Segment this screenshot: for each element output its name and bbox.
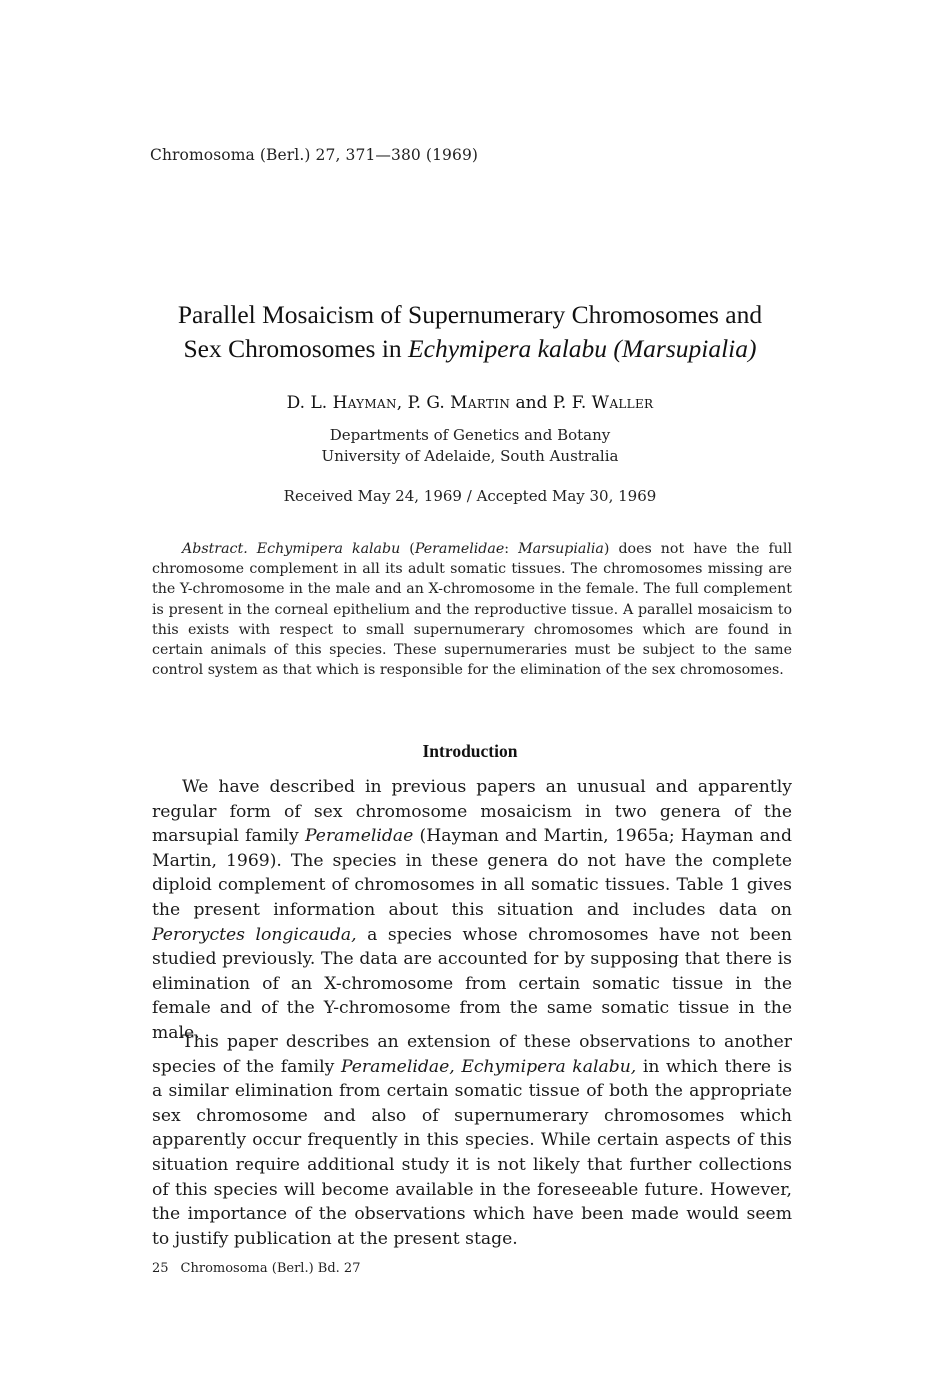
paragraph-italic: Peramelidae, Echymipera kalabu, (340, 1056, 637, 1077)
received-dates: Received May 24, 1969 / Accepted May 30, 1969 (283, 487, 657, 505)
abstract-species: Echymipera kalabu (256, 541, 401, 557)
page-footer (152, 1261, 360, 1276)
abstract-order: Marsupialia (518, 541, 604, 557)
affiliation-line-1: Departments of Genetics and Botany (329, 426, 611, 444)
body-paragraph (152, 1030, 792, 1251)
footer-page-number: 25 (152, 1261, 169, 1276)
author-2-surname: Martin (450, 393, 511, 413)
paragraph-italic: Peroryctes longicauda, (152, 924, 357, 945)
author-separator: , (396, 393, 408, 413)
abstract-paren: ( (400, 541, 415, 557)
author-3-surname: Waller (591, 393, 654, 413)
abstract (152, 539, 792, 680)
footer-journal: Chromosoma (Berl.) Bd. 27 (180, 1261, 361, 1276)
paper-title (120, 298, 820, 366)
abstract-colon: : (504, 541, 519, 557)
abstract-family: Peramelidae (414, 541, 505, 557)
paragraph-italic: Peramelidae (305, 826, 414, 847)
abstract-label: Abstract. (182, 541, 248, 557)
title-text: Sex Chromosomes in (183, 334, 409, 363)
author-separator-and: and (510, 393, 553, 413)
abstract-text: ) does not have the full chromosome complement in all its adult somatic tissues. The chromosomes missing are the Y-chromosome in the male and an X-chromosome in the female. The full complement is present in the corneal epithelium and the reproductive tissue. A parallel mosaicism to this exists with respect to small supernumerary chromosomes which are found in certain animals of this species. These supernumeraries must be subject to the same control system as that which is responsible for the elimination of the sex chromosomes. (152, 541, 792, 679)
author-list (120, 393, 820, 413)
journal-citation: Chromosoma (Berl.) 27, 371—380 (1969) (150, 146, 479, 164)
title-line-2 (120, 332, 820, 366)
paragraph-text: This paper describes an extension of these observations to another species of the family (152, 1032, 792, 1077)
affiliation-line-2: University of Adelaide, South Australia (321, 447, 619, 465)
section-heading-introduction: Introduction (422, 741, 518, 761)
paragraph-text: (Hayman and Martin, 1965a; Hayman and Martin, 1969). The species in these genera do not have the complete diploid complement of chromosomes in all somatic tissues. Table 1 gives the present information about this situation and includes data on (152, 826, 792, 920)
author-3-initials: P. F. (552, 393, 592, 413)
title-group: (Marsupialia) (613, 334, 757, 363)
author-1-surname: Hayman (332, 393, 397, 413)
paragraph-text: in which there is a similar elimination from certain somatic tissue of both the appropriate sex chromosome and also of supernumerary chromosomes which apparently occur frequently in this species. While certain aspects of this situation require additional study it is not likely that further collections of this species will become available in the foreseeable future. However, the importance of the observations which have been made would seem to justify publication at the present stage. (152, 1056, 793, 1249)
paragraph-text: a species whose chromosomes have not been studied previously. The data are accounted for by supposing that there is elimination of an X-chromosome from certain somatic tissue in the female and of the Y-chromosome from the same somatic tissue in the male. (152, 924, 792, 1043)
author-2-initials: P. G. (407, 393, 451, 413)
title-line-1: Parallel Mosaicism of Supernumerary Chromosomes and (177, 300, 763, 329)
title-species: Echymipera kalabu (408, 334, 608, 363)
body-paragraph (152, 775, 792, 1046)
paragraph-text: We have described in previous papers an unusual and apparently regular form of sex chromosome mosaicism in two genera of the marsupial family (152, 777, 792, 847)
author-1-initials: D. L. (286, 393, 333, 413)
affiliation (120, 425, 820, 467)
